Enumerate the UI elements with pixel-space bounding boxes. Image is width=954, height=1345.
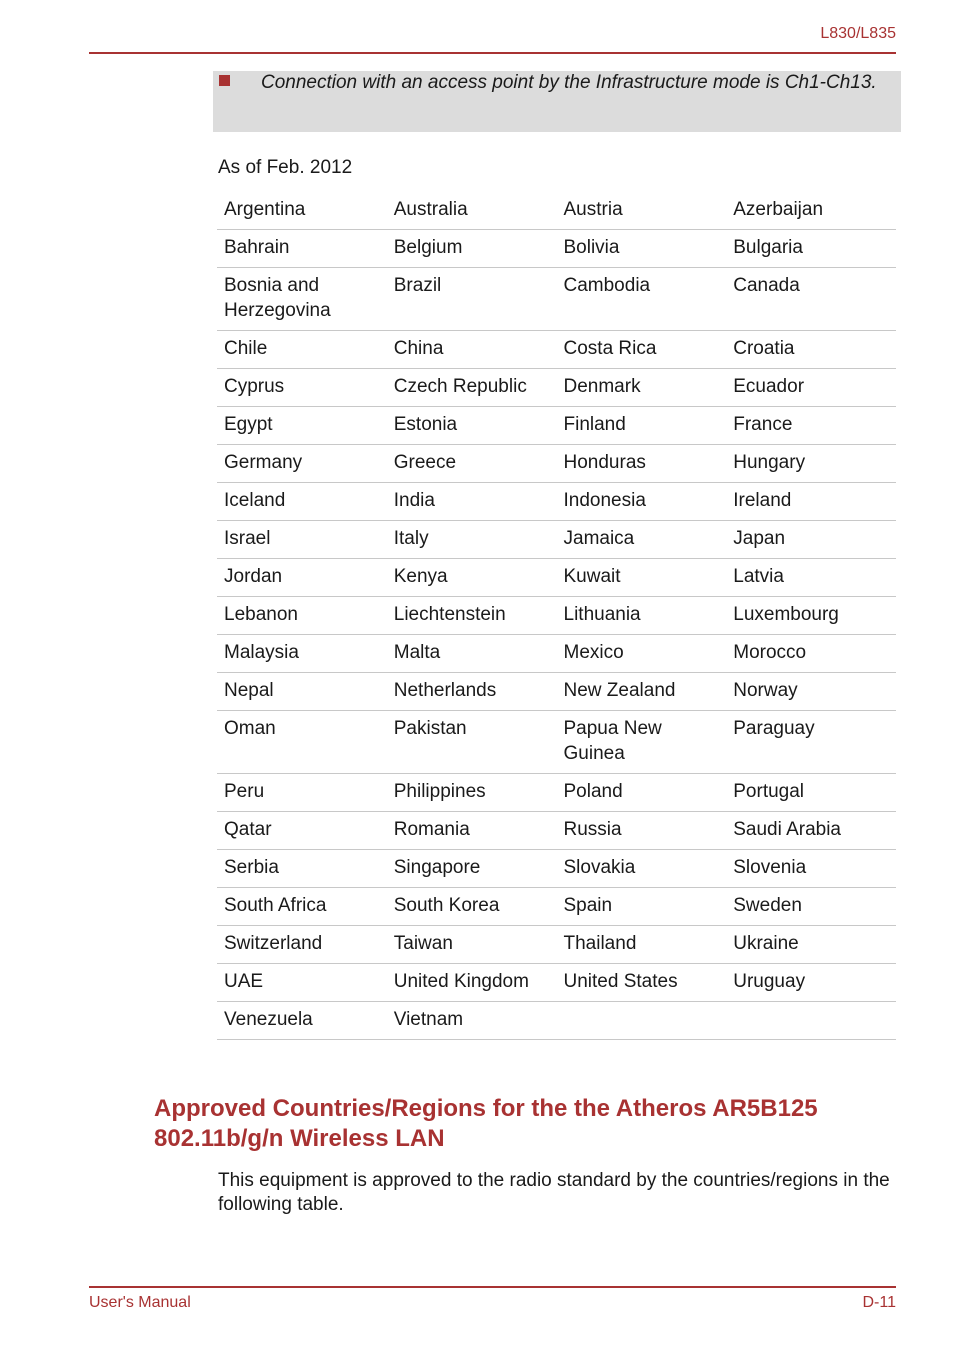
table-cell: Vietnam (387, 1002, 557, 1040)
table-row (217, 483, 896, 521)
table-row (217, 268, 896, 331)
table-cell: Morocco (726, 635, 896, 673)
table-row (217, 445, 896, 483)
table-cell: Czech Republic (387, 369, 557, 407)
table-cell: Bulgaria (726, 230, 896, 268)
table-row (217, 812, 896, 850)
table-cell: Taiwan (387, 926, 557, 964)
note-text: Connection with an access point by the Infrastructure mode is Ch1-Ch13. (261, 72, 877, 93)
table-cell: Jamaica (557, 521, 727, 559)
table-cell: UAE (217, 964, 387, 1002)
table-cell: South Korea (387, 888, 557, 926)
section-heading: Approved Countries/Regions for the the Atheros AR5B125 802.11b/g/n Wireless LAN (154, 1095, 818, 1152)
table-cell: France (726, 407, 896, 445)
table-cell: Ireland (726, 483, 896, 521)
table-cell: Oman (217, 711, 387, 774)
table-cell: Indonesia (557, 483, 727, 521)
table-cell: Qatar (217, 812, 387, 850)
table-cell: Austria (557, 192, 727, 230)
table-cell: Brazil (387, 268, 557, 331)
table-cell: South Africa (217, 888, 387, 926)
table-cell: Chile (217, 331, 387, 369)
table-cell: Papua New Guinea (557, 711, 727, 774)
table-cell: Spain (557, 888, 727, 926)
table-cell: Bolivia (557, 230, 727, 268)
table-cell: Bosnia and Herzegovina (217, 268, 387, 331)
note-bullet-icon (219, 75, 230, 86)
table-cell: India (387, 483, 557, 521)
table-cell: Poland (557, 774, 727, 812)
table-cell: Japan (726, 521, 896, 559)
table-cell: Croatia (726, 331, 896, 369)
table-row (217, 521, 896, 559)
table-cell: Ukraine (726, 926, 896, 964)
footer-manual-title: User's Manual (89, 1294, 191, 1311)
header-model: L830/L835 (820, 25, 896, 42)
table-cell: Nepal (217, 673, 387, 711)
table-cell: New Zealand (557, 673, 727, 711)
table-cell: Russia (557, 812, 727, 850)
table-cell: Australia (387, 192, 557, 230)
table-cell: Uruguay (726, 964, 896, 1002)
countries-table (217, 192, 896, 1040)
table-cell: Latvia (726, 559, 896, 597)
table-cell: Sweden (726, 888, 896, 926)
table-cell: Slovenia (726, 850, 896, 888)
table-row (217, 888, 896, 926)
section-body: This equipment is approved to the radio standard by the countries/regions in the following table. (218, 1170, 890, 1215)
table-cell: Venezuela (217, 1002, 387, 1040)
table-row (217, 1002, 896, 1040)
table-row (217, 774, 896, 812)
table-cell: Cyprus (217, 369, 387, 407)
table-cell: Lebanon (217, 597, 387, 635)
table-row (217, 407, 896, 445)
footer-page-number: D-11 (862, 1294, 896, 1311)
table-cell: Denmark (557, 369, 727, 407)
table-cell: Azerbaijan (726, 192, 896, 230)
table-cell (726, 1002, 896, 1040)
table-cell: Ecuador (726, 369, 896, 407)
table-row (217, 635, 896, 673)
table-row (217, 230, 896, 268)
table-cell: Peru (217, 774, 387, 812)
table-cell: United Kingdom (387, 964, 557, 1002)
table-cell: Hungary (726, 445, 896, 483)
table-cell: Liechtenstein (387, 597, 557, 635)
table-cell: Paraguay (726, 711, 896, 774)
table-cell: Germany (217, 445, 387, 483)
table-row (217, 559, 896, 597)
table-cell: Lithuania (557, 597, 727, 635)
table-cell: Portugal (726, 774, 896, 812)
table-cell: Romania (387, 812, 557, 850)
table-row (217, 597, 896, 635)
table-cell: United States (557, 964, 727, 1002)
table-cell: Belgium (387, 230, 557, 268)
table-cell: Argentina (217, 192, 387, 230)
table-cell: Malta (387, 635, 557, 673)
table-cell: Kuwait (557, 559, 727, 597)
table-cell: Iceland (217, 483, 387, 521)
table-cell: Singapore (387, 850, 557, 888)
table-row (217, 192, 896, 230)
as-of-date: As of Feb. 2012 (218, 157, 353, 178)
table-cell: Malaysia (217, 635, 387, 673)
table-cell: Estonia (387, 407, 557, 445)
table-cell: Jordan (217, 559, 387, 597)
table-row (217, 673, 896, 711)
table-cell: Cambodia (557, 268, 727, 331)
table-cell: Norway (726, 673, 896, 711)
table-cell: China (387, 331, 557, 369)
table-cell: Serbia (217, 850, 387, 888)
table-cell: Philippines (387, 774, 557, 812)
table-row (217, 926, 896, 964)
table-cell: Israel (217, 521, 387, 559)
table-cell: Greece (387, 445, 557, 483)
table-cell: Bahrain (217, 230, 387, 268)
table-cell: Italy (387, 521, 557, 559)
table-cell: Mexico (557, 635, 727, 673)
table-cell: Kenya (387, 559, 557, 597)
header-rule (89, 52, 896, 54)
table-cell: Saudi Arabia (726, 812, 896, 850)
countries-table-body (217, 192, 896, 1040)
table-cell: Switzerland (217, 926, 387, 964)
table-cell (557, 1002, 727, 1040)
table-cell: Netherlands (387, 673, 557, 711)
table-row (217, 369, 896, 407)
table-cell: Costa Rica (557, 331, 727, 369)
table-cell: Thailand (557, 926, 727, 964)
table-cell: Canada (726, 268, 896, 331)
table-cell: Pakistan (387, 711, 557, 774)
table-cell: Finland (557, 407, 727, 445)
table-cell: Honduras (557, 445, 727, 483)
table-row (217, 711, 896, 774)
table-row (217, 850, 896, 888)
footer-rule (89, 1286, 896, 1288)
table-row (217, 964, 896, 1002)
note-box (213, 71, 901, 132)
table-cell: Slovakia (557, 850, 727, 888)
table-cell: Egypt (217, 407, 387, 445)
table-row (217, 331, 896, 369)
table-cell: Luxembourg (726, 597, 896, 635)
